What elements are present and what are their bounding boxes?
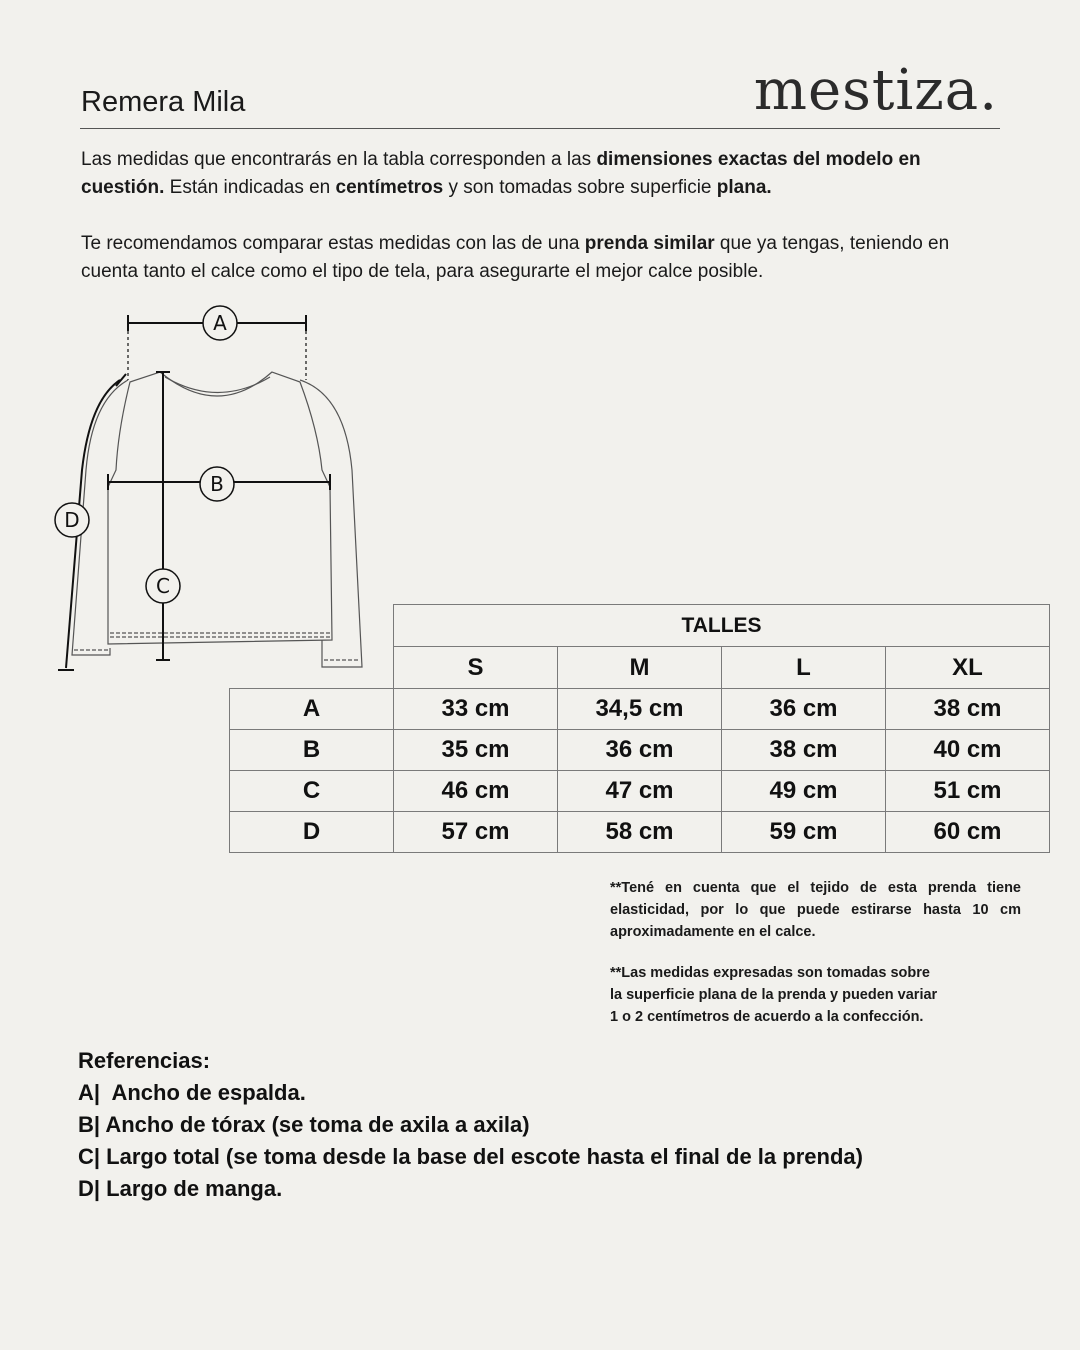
reference-item: D| Largo de manga. <box>78 1176 283 1201</box>
diagram-label-a: A <box>213 311 227 335</box>
table-cell: 34,5 cm <box>558 689 722 730</box>
diagram-label-d: D <box>64 508 80 532</box>
intro-paragraph-2 <box>81 230 1001 286</box>
intro-text: Te recomendamos comparar estas medidas con las de una <box>81 233 585 254</box>
table-cell: 33 cm <box>394 689 558 730</box>
intro-paragraph-1 <box>81 146 1001 202</box>
table-cell: 36 cm <box>558 730 722 771</box>
table-row <box>230 771 1050 812</box>
talles-header: TALLES <box>394 605 1050 647</box>
table-cell: 47 cm <box>558 771 722 812</box>
diagram-label-c: C <box>156 574 170 598</box>
table-cell: 51 cm <box>886 771 1050 812</box>
intro-text: Están indicadas en <box>164 177 336 198</box>
references-heading: Referencias: <box>78 1048 211 1073</box>
intro-bold-text: centímetros <box>335 177 444 198</box>
measurement-note: **Las medidas expresadas son tomadas sobre la superficie plana de la prenda y pueden variar 1 o 2 centímetros de acuerdo a la confección. <box>610 965 938 1025</box>
table-cell: 59 cm <box>722 812 886 853</box>
intro-bold-text: plana. <box>716 177 772 198</box>
references-section <box>78 1045 863 1205</box>
table-corner <box>230 605 394 647</box>
diagram-label-b: B <box>210 472 224 496</box>
brand-logo: mestiza. <box>753 58 998 123</box>
reference-item: C| Largo total (se toma desde la base del escote hasta el final de la prenda) <box>78 1144 863 1169</box>
table-row <box>230 689 1050 730</box>
size-header: M <box>558 647 722 689</box>
elasticity-note: **Tené en cuenta que el tejido de esta prenda tiene elasticidad, por lo que puede estirarse hasta 10 cm aproximadamente en el calce. <box>610 880 1021 940</box>
intro-bold-text: dimensiones exactas del modelo en cuestión. <box>81 149 921 198</box>
size-header: L <box>722 647 886 689</box>
intro-text: y son tomadas sobre superficie <box>443 177 717 198</box>
table-corner <box>230 647 394 689</box>
table-cell: 38 cm <box>722 730 886 771</box>
intro-bold-text: prenda similar <box>584 233 715 254</box>
size-header: XL <box>886 647 1050 689</box>
intro-text: que ya tengas, teniendo en cuenta tanto el calce como el tipo de tela, para asegurarte el mejor calce posible. <box>81 233 950 282</box>
page-title: Remera Mila <box>81 86 246 118</box>
row-label: D <box>230 812 394 853</box>
size-header: S <box>394 647 558 689</box>
table-cell: 58 cm <box>558 812 722 853</box>
table-row <box>230 812 1050 853</box>
size-table <box>229 604 1050 853</box>
table-cell: 49 cm <box>722 771 886 812</box>
row-label: A <box>230 689 394 730</box>
row-label: B <box>230 730 394 771</box>
table-cell: 46 cm <box>394 771 558 812</box>
table-cell: 60 cm <box>886 812 1050 853</box>
reference-item: A| Ancho de espalda. <box>78 1080 306 1105</box>
table-cell: 38 cm <box>886 689 1050 730</box>
table-cell: 57 cm <box>394 812 558 853</box>
intro-text: Las medidas que encontrarás en la tabla corresponden a las <box>81 149 597 170</box>
table-cell: 36 cm <box>722 689 886 730</box>
table-cell: 40 cm <box>886 730 1050 771</box>
reference-item: B| Ancho de tórax (se toma de axila a axila) <box>78 1112 530 1137</box>
header-divider <box>80 128 1000 129</box>
table-row <box>230 730 1050 771</box>
table-cell: 35 cm <box>394 730 558 771</box>
row-label: C <box>230 771 394 812</box>
